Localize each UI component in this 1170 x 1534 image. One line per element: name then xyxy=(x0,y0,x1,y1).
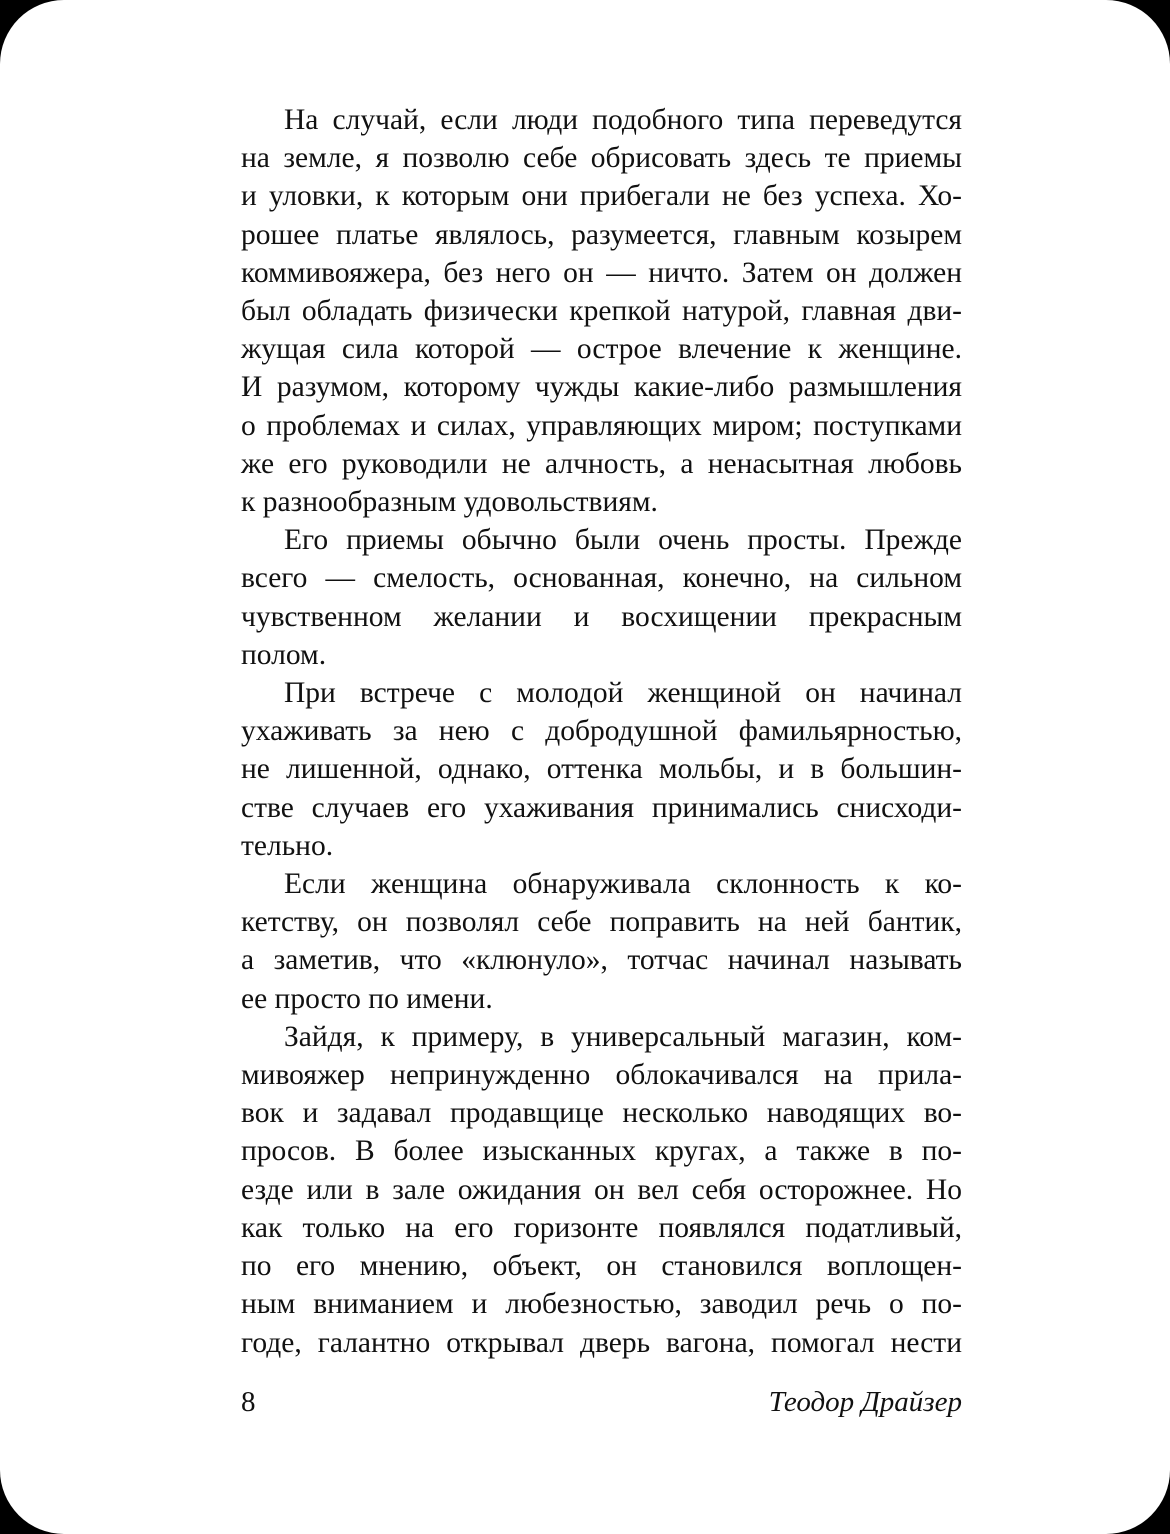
text-line: стве случаев его ухаживания принимались снисходи- xyxy=(241,791,962,824)
text-line: же его руководили не алчность, а ненасытная любовь xyxy=(241,447,962,480)
running-author: Теодор Драйзер xyxy=(768,1386,962,1418)
text-line: мивояжер непринужденно облокачивался на прила- xyxy=(241,1059,962,1092)
text-line: не лишенной, однако, оттенка мольбы, и в большин- xyxy=(241,753,962,786)
text-line: И разумом, которому чужды какие-либо размышления xyxy=(241,371,962,404)
paragraph-2 xyxy=(241,521,962,674)
text-line: Зайдя, к примеру, в универсальный магазин, ком- xyxy=(284,1020,962,1053)
text-line: ее просто по имени. xyxy=(241,982,493,1015)
text-line: Его приемы обычно были очень просты. Прежде xyxy=(284,524,962,557)
text-line: о проблемах и силах, управляющих миром; поступками xyxy=(241,409,962,442)
text-line: по его мнению, объект, он становился воплощен- xyxy=(241,1250,962,1283)
text-line: просов. В более изысканных кругах, а также в по- xyxy=(241,1135,962,1168)
text-line: ным вниманием и любезностью, заводил речь о по- xyxy=(241,1288,962,1321)
text-line: При встрече с молодой женщиной он начинал xyxy=(284,677,962,710)
text-line: жущая сила которой — острое влечение к женщине. xyxy=(241,333,962,366)
text-line: На случай, если люди подобного типа переведутся xyxy=(284,104,962,136)
paragraph-5 xyxy=(241,1018,962,1362)
text-line: тельно. xyxy=(241,829,334,862)
paragraph-4 xyxy=(241,865,962,1018)
text-line: чувственном желании и восхищении прекрасным xyxy=(241,600,962,633)
text-line: к разнообразным удовольствиям. xyxy=(241,486,658,519)
text-line: ухаживать за нею с добродушной фамильярностью, xyxy=(241,715,962,748)
text-line: Если женщина обнаруживала склонность к ко- xyxy=(284,868,962,901)
paragraph-3 xyxy=(241,674,962,865)
book-text xyxy=(241,101,962,1362)
text-line: на земле, я позволю себе обрисовать здесь те приемы xyxy=(241,142,962,175)
paragraph-1 xyxy=(241,101,962,521)
page-footer xyxy=(241,1386,962,1426)
text-line: а заметив, что «клюнуло», тотчас начинал называть xyxy=(241,944,962,977)
text-line: был обладать физически крепкой натурой, главная дви- xyxy=(241,295,962,328)
text-line: годе, галантно открывал дверь вагона, помогал нести xyxy=(241,1326,962,1359)
text-line: как только на его горизонте появлялся податливый, xyxy=(241,1211,962,1244)
text-line: езде или в зале ожидания он вел себя осторожнее. Но xyxy=(241,1173,962,1206)
page-number: 8 xyxy=(241,1386,256,1418)
text-line: всего — смелость, основанная, конечно, на сильном xyxy=(241,562,962,595)
text-line: рошее платье являлось, разумеется, главным козырем xyxy=(241,218,962,251)
text-line: кетству, он позволял себе поправить на ней бантик, xyxy=(241,906,962,939)
text-line: коммивояжера, без него он — ничто. Затем он должен xyxy=(241,256,962,289)
text-line: вок и задавал продавщице несколько наводящих во- xyxy=(241,1097,962,1130)
text-line: и уловки, к которым они прибегали не без успеха. Хо- xyxy=(241,180,962,213)
text-line: полом. xyxy=(241,638,327,671)
